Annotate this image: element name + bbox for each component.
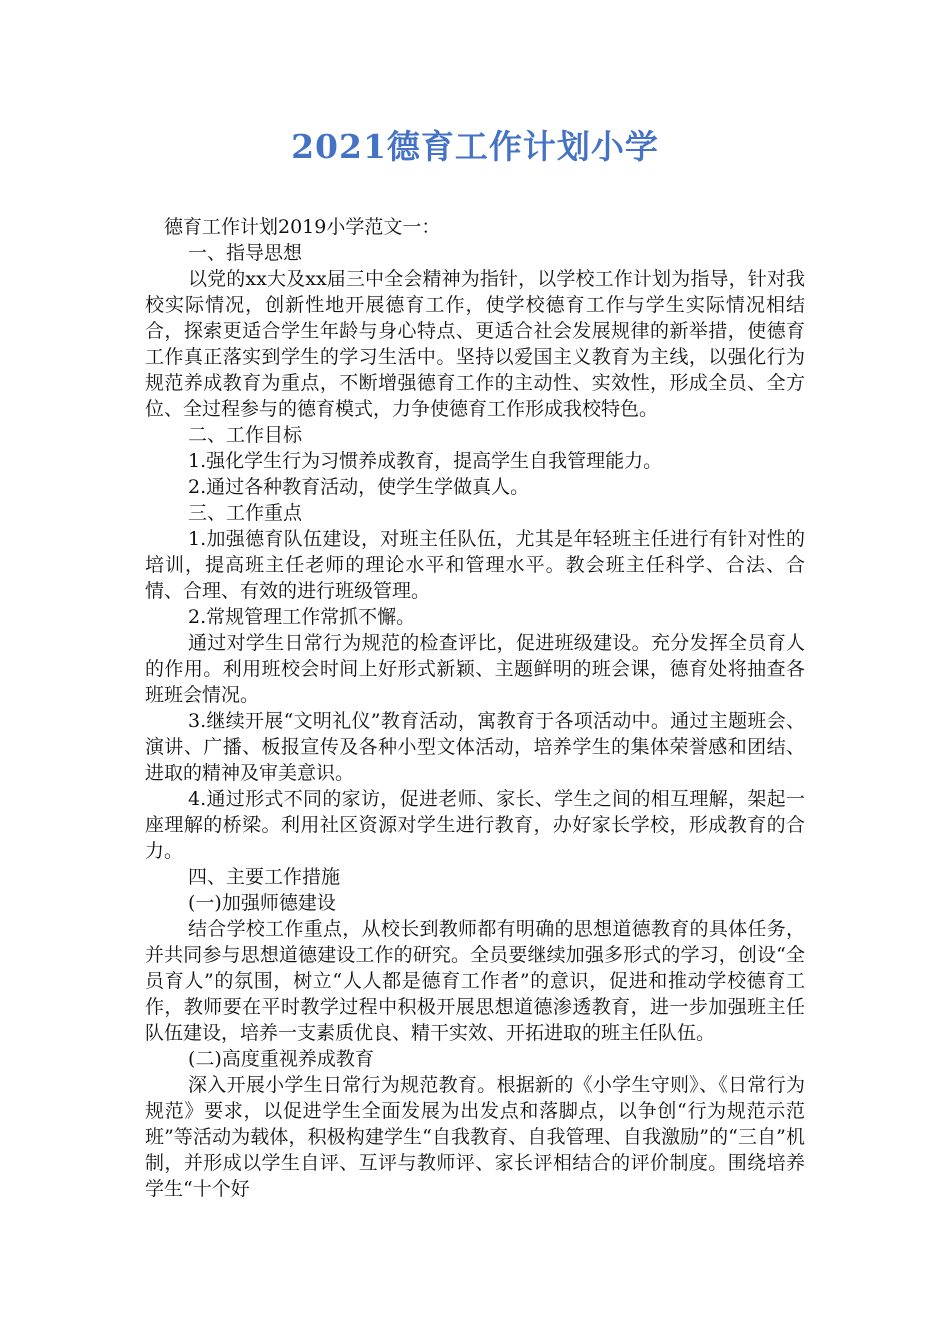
- paragraph: 1.强化学生行为习惯养成教育，提高学生自我管理能力。: [188, 450, 663, 472]
- paragraph: 通过对学生日常行为规范的检查评比，促进班级建设。充分发挥全员育人的作用。利用班校会时间上好形式新颖、主题鲜明的班会课，德育处将抽查各班班会情况。: [145, 632, 805, 706]
- paragraph: 2.通过各种教育活动，使学生学做真人。: [188, 476, 530, 498]
- document-body: [145, 214, 805, 1202]
- paragraph: 一、指导思想: [188, 242, 303, 264]
- paragraph: 以党的xx大及xx届三中全会精神为指针，以学校工作计划为指导，针对我校实际情况，创新性地开展德育工作，使学校德育工作与学生实际情况相结合，探索更适合学生年龄与身心特点、更适合社会发展规律的新举措，使德育工作真正落实到学生的学习生活中。坚持以爱国主义教育为主线，以强化行为规范养成教育为重点，不断增强德育工作的主动性、实效性，形成全员、全方位、全过程参与的德育模式，力争使德育工作形成我校特色。: [145, 268, 805, 420]
- paragraph: 德育工作计划2019小学范文一：: [164, 216, 441, 238]
- paragraph: 结合学校工作重点，从校长到教师都有明确的思想道德教育的具体任务，并共同参与思想道德建设工作的研究。全员要继续加强多形式的学习，创设“全员育人”的氛围，树立“人人都是德育工作者”的意识，促进和推动学校德育工作，教师要在平时教学过程中积极开展思想道德渗透教育，进一步加强班主任队伍建设，培养一支素质优良、精干实效、开拓进取的班主任队伍。: [145, 918, 805, 1044]
- paragraph: 4.通过形式不同的家访，促进老师、家长、学生之间的相互理解，架起一座理解的桥梁。利用社区资源对学生进行教育，办好家长学校，形成教育的合力。: [145, 788, 805, 862]
- paragraph: (一)加强师德建设: [188, 892, 336, 914]
- paragraph: 2.常规管理工作常抓不懈。: [188, 606, 416, 628]
- paragraph: 1.加强德育队伍建设，对班主任队伍，尤其是年轻班主任进行有针对性的培训，提高班主任老师的理论水平和管理水平。教会班主任科学、合法、合情、合理、有效的进行班级管理。: [145, 528, 805, 602]
- paragraph: 3.继续开展“文明礼仪”教育活动，寓教育于各项活动中。通过主题班会、演讲、广播、板报宣传及各种小型文体活动，培养学生的集体荣誉感和团结、进取的精神及审美意识。: [145, 710, 805, 784]
- document-title: 2021德育工作计划小学: [291, 127, 659, 166]
- paragraph: 四、主要工作措施: [188, 866, 341, 888]
- paragraph: 三、工作重点: [188, 502, 303, 524]
- paragraph: (二)高度重视养成教育: [188, 1048, 374, 1070]
- paragraph: 深入开展小学生日常行为规范教育。根据新的《小学生守则》、《日常行为规范》要求，以促进学生全面发展为出发点和落脚点，以争创“行为规范示范班”等活动为载体，积极构建学生“自我教育、自我管理、自我激励”的“三自”机制，并形成以学生自评、互评与教师评、家长评相结合的评价制度。围绕培养学生“十个好: [145, 1074, 805, 1200]
- paragraph: 二、工作目标: [188, 424, 303, 446]
